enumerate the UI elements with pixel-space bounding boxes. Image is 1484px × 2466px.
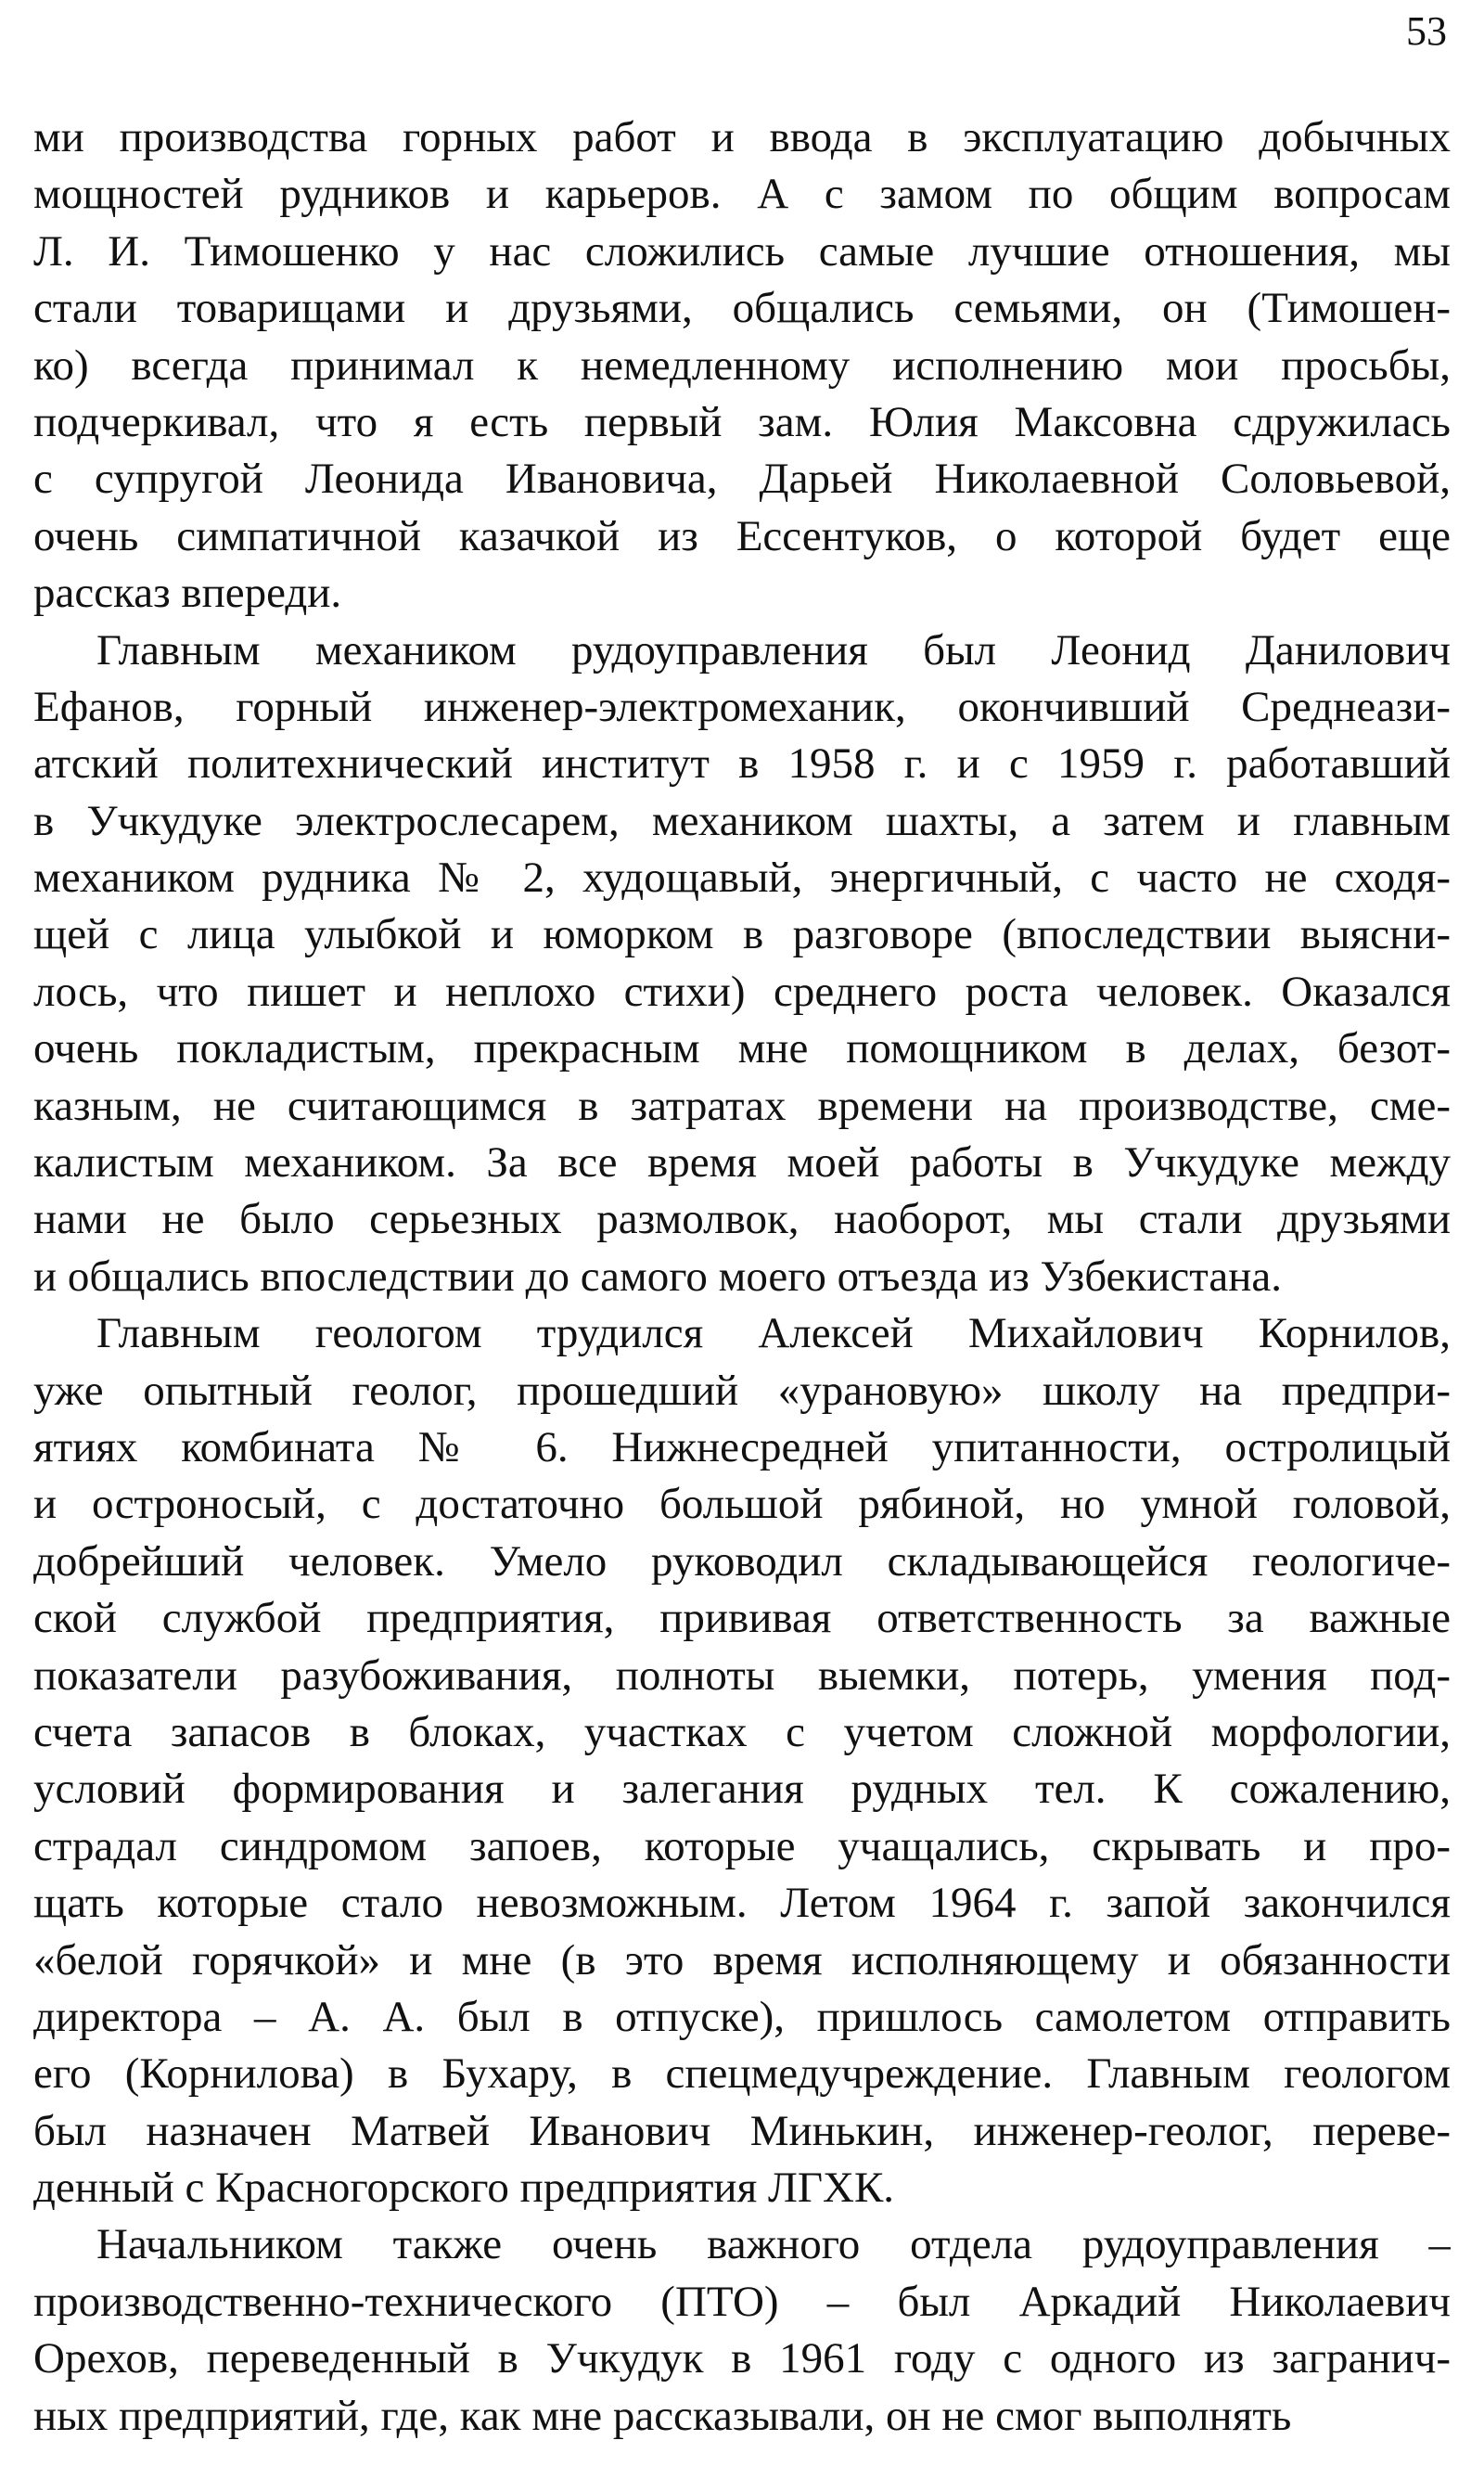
text-line: ятиях комбината № 6. Нижнесредней упитанности, остролицый (33, 1422, 1451, 1471)
text-line: ской службой предприятия, прививая ответственность за важные (33, 1594, 1451, 1643)
text-line: щей с лица улыбкой и юморком в разговоре (впоследствии выясни- (33, 910, 1451, 959)
text-line: подчеркивал, что я есть первый зам. Юлия Максовна сдружилась (33, 397, 1451, 446)
text-body (33, 109, 1451, 2445)
text-line: очень покладистым, прекрасным мне помощником в делах, безот- (33, 1024, 1451, 1073)
paragraph (33, 2216, 1451, 2445)
text-line: был назначен Матвей Иванович Минькин, инженер-геолог, переве- (33, 2106, 1451, 2155)
paragraph (33, 109, 1451, 623)
text-line: счета запасов в блоках, участках с учетом сложной морфологии, (33, 1707, 1451, 1756)
text-line: механиком рудника № 2, худощавый, энергичный, с часто не сходя- (33, 854, 1451, 903)
text-line: директора – А. А. был в отпуске), пришлось самолетом отправить (33, 1992, 1451, 2041)
text-line: атский политехнический институт в 1958 г. и с 1959 г. работавший (33, 739, 1451, 789)
text-line: в Учкудуке электрослесарем, механиком шахты, а затем и главным (33, 796, 1451, 845)
text-line: производственно-технического (ПТО) – был Аркадий Николаевич (33, 2277, 1451, 2326)
text-line: условий формирования и залегания рудных тел. К сожалению, (33, 1765, 1451, 1814)
text-line: с супругой Леонида Ивановича, Дарьей Николаевной Соловьевой, (33, 455, 1451, 504)
text-line: «белой горячкой» и мне (в это время исполняющему и обязанности (33, 1935, 1451, 1984)
text-line: Начальником также очень важного отдела рудоуправления – (96, 2220, 1451, 2269)
text-line: нами не было серьезных размолвок, наоборот, мы стали друзьями (33, 1195, 1451, 1244)
text-line: страдал синдромом запоев, которые учащались, скрывать и про- (33, 1821, 1451, 1870)
text-line: казным, не считающимся в затратах времени на производстве, сме- (33, 1081, 1451, 1130)
text-line: стали товарищами и друзьями, общались семьями, он (Тимошен- (33, 284, 1451, 333)
text-line: и остроносый, с достаточно большой рябиной, но умной головой, (33, 1480, 1451, 1529)
text-line: ных предприятий, где, как мне рассказывали, он не смог выполнять (33, 2391, 1292, 2440)
text-line: показатели разубоживания, полноты выемки, потерь, умения под- (33, 1650, 1451, 1700)
text-line: лось, что пишет и неплохо стихи) среднего роста человек. Оказался (33, 967, 1451, 1016)
text-line: калистым механиком. За все время моей работы в Учкудуке между (33, 1138, 1451, 1188)
page-number: 53 (1406, 8, 1447, 54)
paragraph (33, 1305, 1451, 2216)
text-line: его (Корнилова) в Бухару, в спецмедучреждение. Главным геологом (33, 2049, 1451, 2099)
text-line: Главным геологом трудился Алексей Михайлович Корнилов, (96, 1309, 1451, 1358)
text-line: уже опытный геолог, прошедший «урановую» школу на предпри- (33, 1366, 1451, 1415)
text-line: ко) всегда принимал к немедленному исполнению мои просьбы, (33, 340, 1451, 390)
text-line: щать которые стало невозможным. Летом 1964 г. запой закончился (33, 1879, 1451, 1928)
text-line: Главным механиком рудоуправления был Леонид Данилович (96, 625, 1451, 674)
text-line: и общались впоследствии до самого моего отъезда из Узбекистана. (33, 1252, 1282, 1301)
text-line: денный с Красногорского предприятия ЛГХК. (33, 2164, 895, 2213)
paragraph (33, 623, 1451, 1306)
text-line: ми производства горных работ и ввода в эксплуатацию добычных (33, 113, 1451, 161)
text-line: Ефанов, горный инженер-электромеханик, окончивший Среднеази- (33, 682, 1451, 731)
text-line: добрейший человек. Умело руководил складывающейся геологиче- (33, 1536, 1451, 1586)
text-line: Орехов, переведенный в Учкудук в 1961 году с одного из загранич- (33, 2334, 1451, 2383)
text-line: Л. И. Тимошенко у нас сложились самые лучшие отношения, мы (33, 226, 1451, 276)
text-line: рассказ впереди. (33, 569, 342, 618)
text-line: очень симпатичной казачкой из Ессентуков, о которой будет еще (33, 511, 1451, 560)
text-line: мощностей рудников и карьеров. А с замом по общим вопросам (33, 170, 1451, 219)
